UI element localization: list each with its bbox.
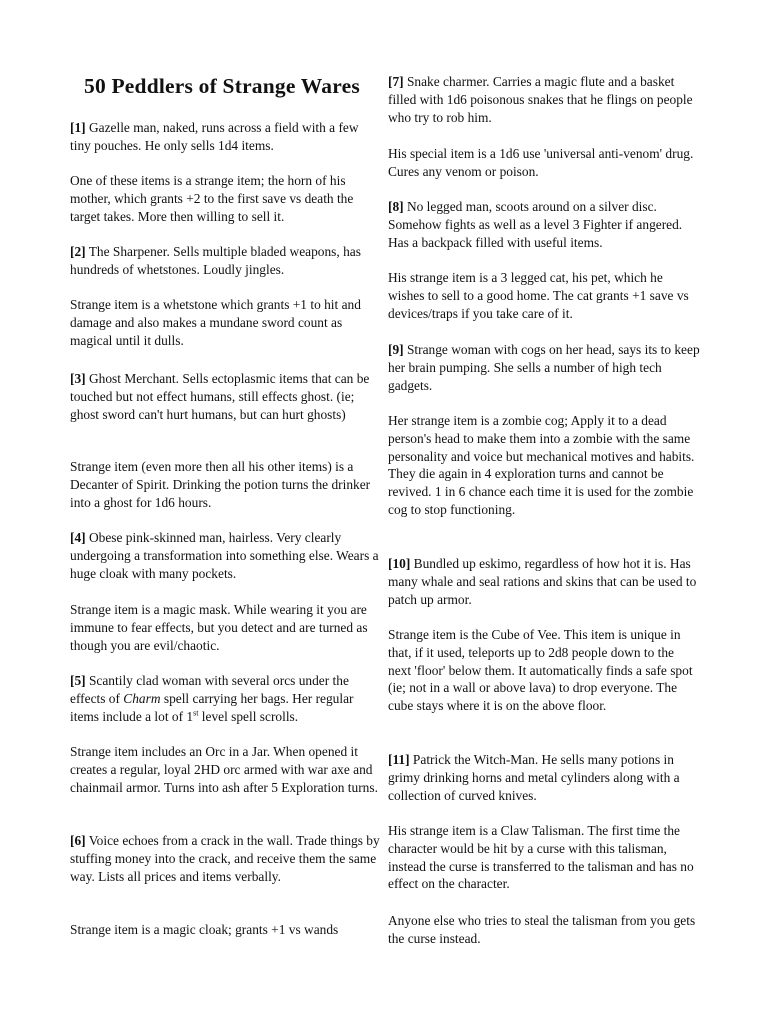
strange-item-10: Strange item is the Cube of Vee. This item is unique in that, if it used, teleports up to 2d8 people down to the next 'floor' below them. It automatically finds a safe spot (ie; not in a wall or above lava) to drop everyone. The cube stays where it is on the above floor. xyxy=(388,627,693,714)
entry-number: [2] xyxy=(70,244,86,259)
strange-item-8: His strange item is a 3 legged cat, his pet, which he wishes to sell to a good home. The cat grants +1 save vs devices/traps if you take care of it. xyxy=(388,270,689,321)
strange-item-6: Strange item is a magic cloak; grants +1 vs wands xyxy=(70,922,339,937)
entry-text: Scantily clad woman with several orcs under the effects of xyxy=(70,673,349,706)
entry-text: Obese pink-skinned man, hairless. Very clearly undergoing a transformation into something else. Wears a huge cloak with many pockets. xyxy=(70,530,379,581)
entry-number: [6] xyxy=(70,833,86,848)
entry-text: No legged man, scoots around on a silver disc. Somehow fights as well as a level 3 Fighter if angered. Has a backpack filled with useful items. xyxy=(388,199,683,250)
peddler-entry-8 xyxy=(388,198,700,251)
ordinal-suffix: st xyxy=(193,708,199,718)
peddler-entry-4 xyxy=(70,529,380,582)
entry-number: [7] xyxy=(388,74,404,89)
entry-text: level spell scrolls. xyxy=(198,708,299,724)
strange-item-3: Strange item (even more then all his other items) is a Decanter of Spirit. Drinking the potion turns the drinker into a ghost for 1d6 hours. xyxy=(70,459,371,510)
peddler-entry-9 xyxy=(388,341,700,394)
peddler-entry-2 xyxy=(70,243,380,279)
entry-number: [1] xyxy=(70,120,86,135)
strange-item-11: His strange item is a Claw Talisman. The first time the character would be hit by a curse with this talisman, instead the curse is transferred to the talisman and has no effect on the character. xyxy=(388,823,694,892)
entry-number: [3] xyxy=(70,371,86,386)
entry-number: [11] xyxy=(388,752,410,767)
strange-item-5: Strange item includes an Orc in a Jar. When opened it creates a regular, loyal 2HD orc armed with war axe and chainmail armor. Turns into ash after 5 Exploration turns. xyxy=(70,744,378,795)
charm-spell-name: Charm xyxy=(123,690,161,706)
peddler-entry-6 xyxy=(70,832,380,885)
entry-text: Bundled up eskimo, regardless of how hot it is. Has many whale and seal rations and skins that can be used to patch up armor. xyxy=(388,556,697,607)
strange-item-7: His special item is a 1d6 use 'universal anti-venom' drug. Cures any venom or poison. xyxy=(388,146,694,179)
entry-number: [5] xyxy=(70,673,86,688)
entry-number: [9] xyxy=(388,342,404,357)
peddler-entry-7 xyxy=(388,73,700,126)
strange-item-2: Strange item is a whetstone which grants +1 to hit and damage and also makes a mundane sword count as magical until it dulls. xyxy=(70,297,361,348)
strange-item-4: Strange item is a magic mask. While wearing it you are immune to fear effects, but you detect and are turned as though you are evil/chaotic. xyxy=(70,602,368,653)
entry-text: Ghost Merchant. Sells ectoplasmic items that can be touched but not effect humans, still effects ghost. (ie; ghost sword can't hurt humans, but can hurt ghosts) xyxy=(70,371,370,422)
peddler-entry-1 xyxy=(70,119,380,155)
peddler-entry-3 xyxy=(70,370,380,423)
entry-text: Strange woman with cogs on her head, says its to keep her brain pumping. She sells a number of high tech gadgets. xyxy=(388,342,700,393)
strange-item-11-note: Anyone else who tries to steal the talisman from you gets the curse instead. xyxy=(388,913,696,946)
entry-number: [8] xyxy=(388,199,404,214)
page-title: 50 Peddlers of Strange Wares xyxy=(84,74,360,98)
entry-number: [10] xyxy=(388,556,411,571)
entry-text: Gazelle man, naked, runs across a field with a few tiny pouches. He only sells 1d4 items. xyxy=(70,120,359,153)
entry-text: The Sharpener. Sells multiple bladed weapons, has hundreds of whetstones. Loudly jingles. xyxy=(70,244,361,277)
peddler-entry-10 xyxy=(388,555,700,608)
peddler-entry-5 xyxy=(70,672,380,725)
strange-item-1: One of these items is a strange item; the horn of his mother, which grants +2 to the first save vs death the target takes. More then willing to sell it. xyxy=(70,173,354,224)
entry-text: Patrick the Witch-Man. He sells many potions in grimy drinking horns and metal cylinders along with a collection of curved knives. xyxy=(388,752,680,803)
entry-text: Voice echoes from a crack in the wall. Trade things by stuffing money into the crack, and receive them the same way. Lists all prices and items verbally. xyxy=(70,833,380,884)
peddler-entry-11 xyxy=(388,751,700,804)
entry-text: Snake charmer. Carries a magic flute and a basket filled with 1d6 poisonous snakes that he flings on people who try to rob him. xyxy=(388,74,693,125)
entry-number: [4] xyxy=(70,530,86,545)
entry-text: spell carrying her bags. Her regular items include a lot of 1 xyxy=(70,690,354,724)
strange-item-9: Her strange item is a zombie cog; Apply it to a dead person's head to make them into a zombie with the same personality and voice but mechanical motives and habits. They die again in 4 exploration turns and cannot be revived. 1 in 6 chance each time it is used for the zombie cog to stop functioning. xyxy=(388,413,695,517)
